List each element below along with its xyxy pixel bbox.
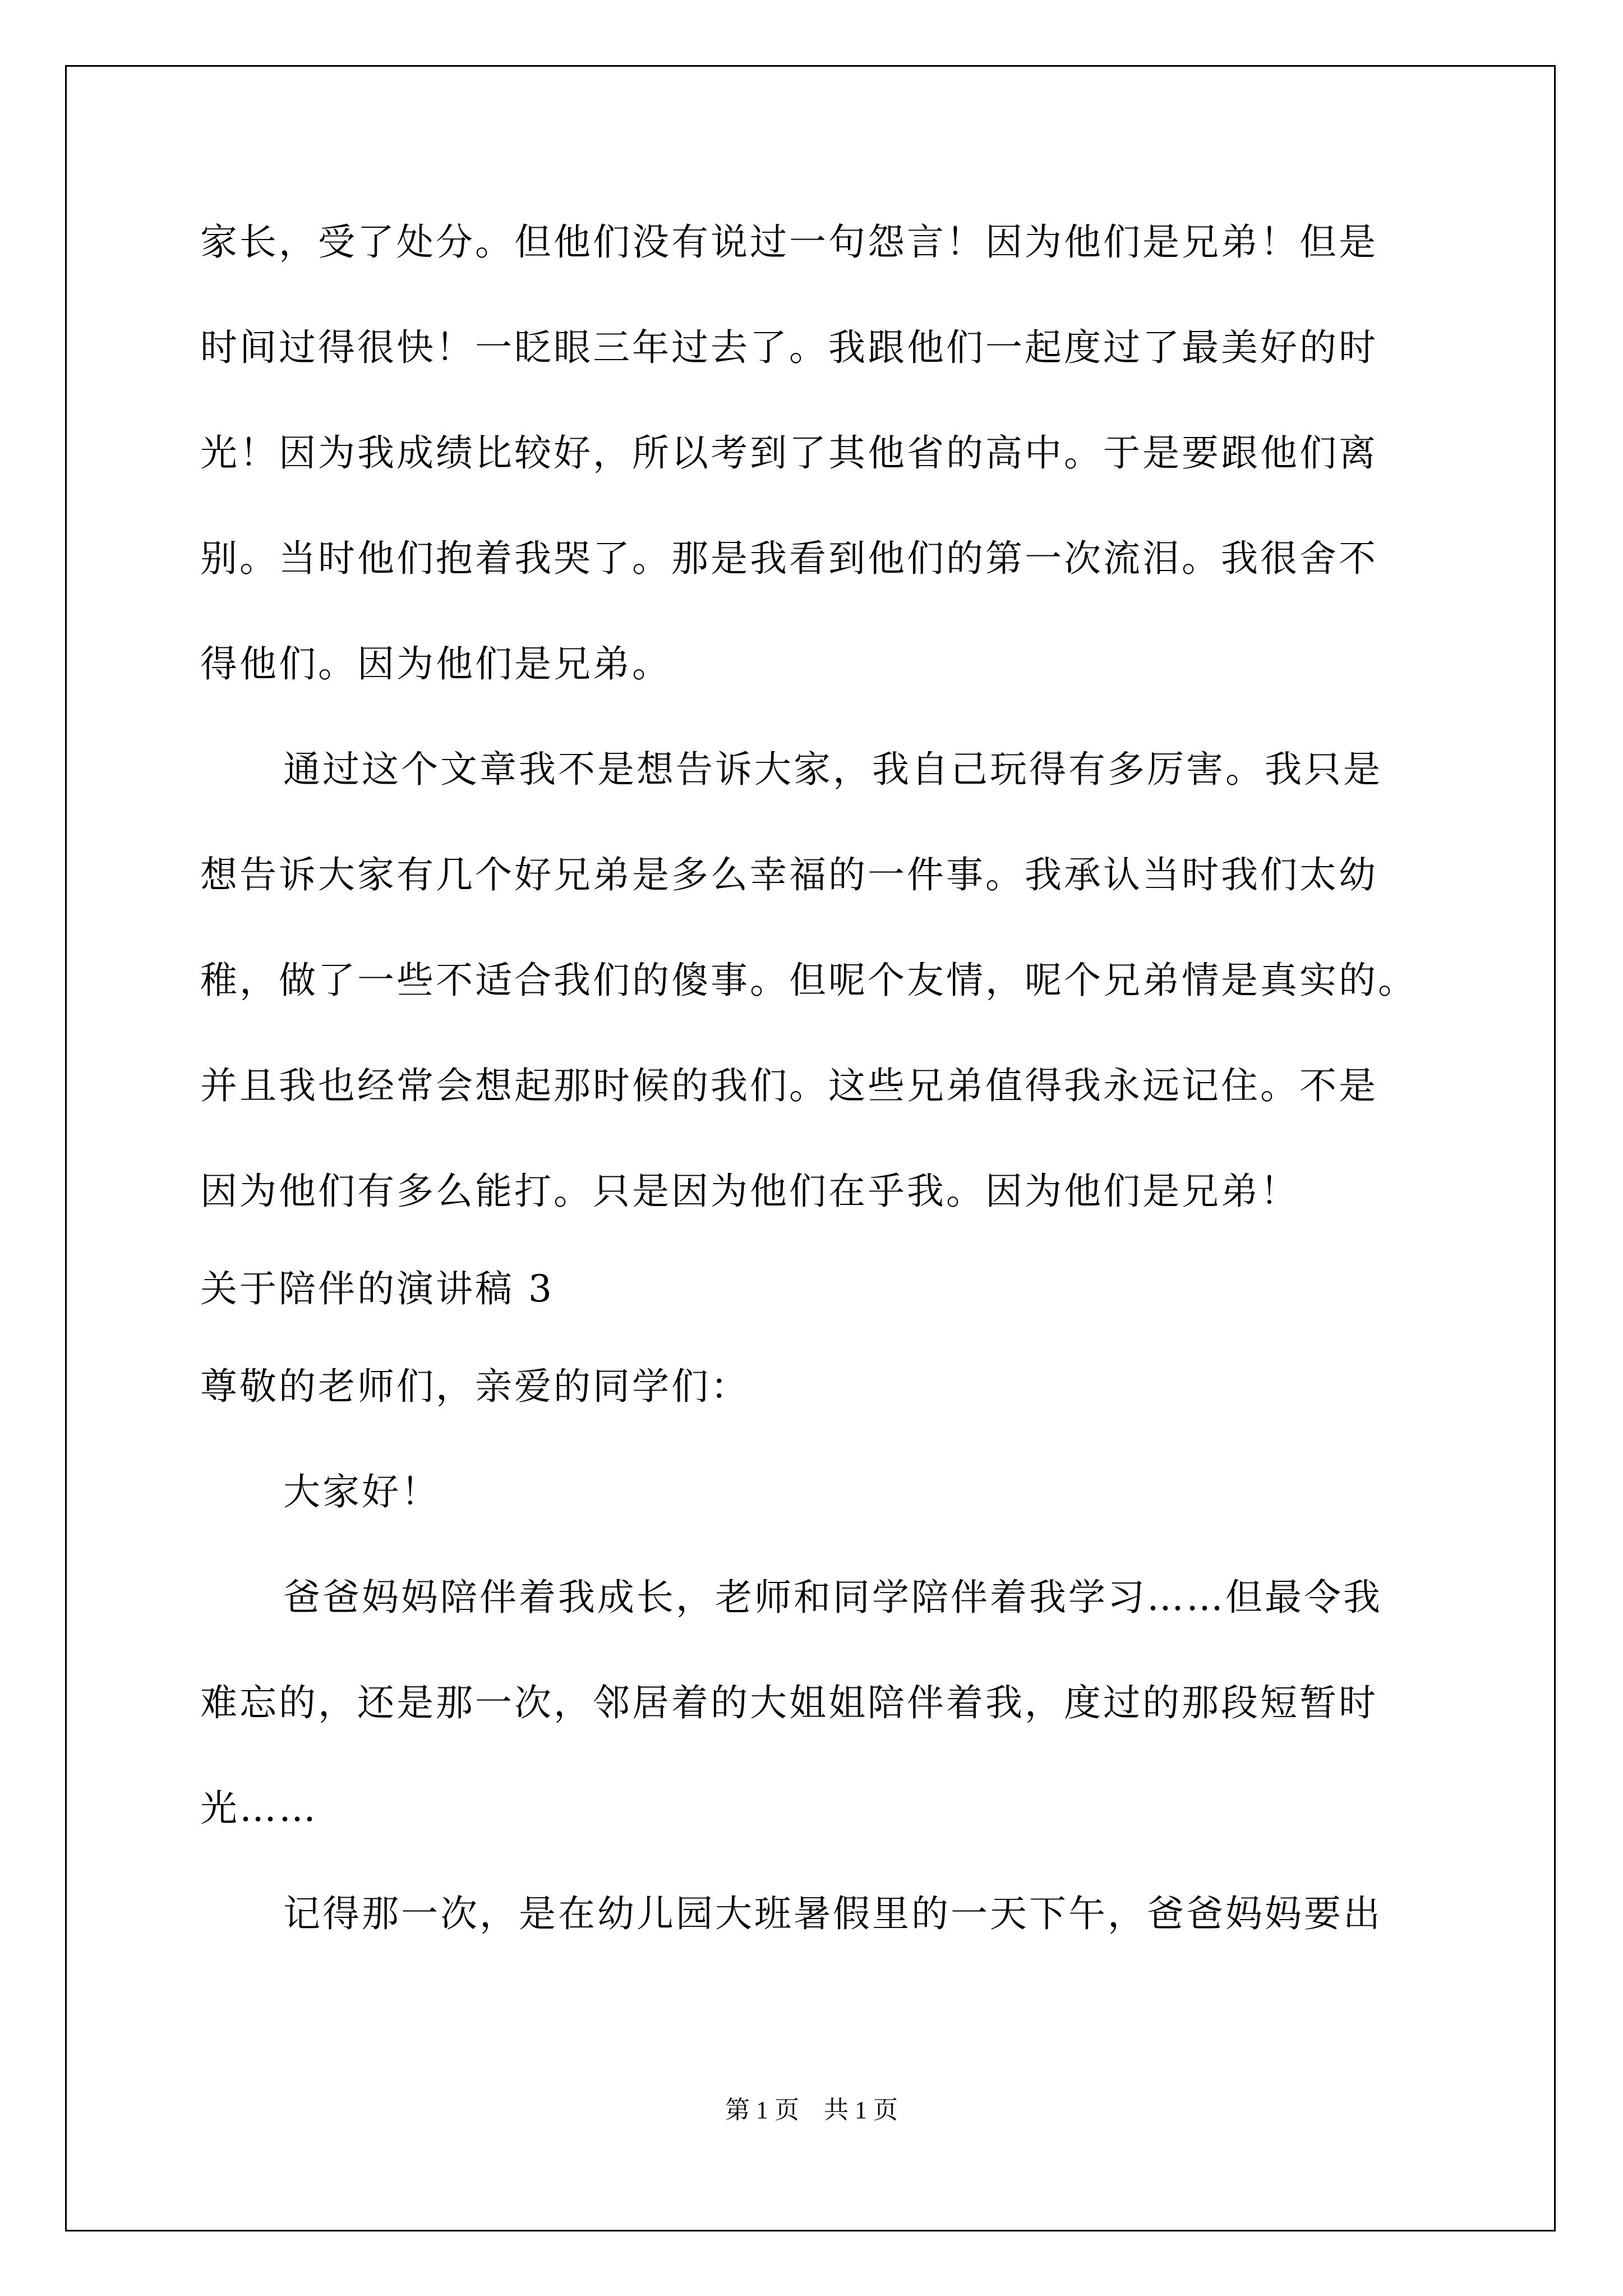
text-line: 通过这个文章我不是想告诉大家，我自己玩得有多厉害。我只是 <box>283 748 1382 791</box>
text-line: 家长，受了处分。但他们没有说过一句怨言！因为他们是兄弟！但是 <box>200 220 1378 264</box>
text-line: 因为他们有多么能打。只是因为他们在乎我。因为他们是兄弟！ <box>200 1170 1299 1213</box>
greeting: 大家好！ <box>283 1470 440 1513</box>
text-line: 光…… <box>200 1787 318 1830</box>
text-line: 稚，做了一些不适合我们的傻事。但呢个友情，呢个兄弟情是真实的。 <box>200 959 1417 1002</box>
text-line: 别。当时他们抱着我哭了。那是我看到他们的第一次流泪。我很舍不 <box>200 537 1378 580</box>
text-line: 光！因为我成绩比较好，所以考到了其他省的高中。于是要跟他们离 <box>200 431 1378 475</box>
text-line: 时间过得很快！一眨眼三年过去了。我跟他们一起度过了最美好的时 <box>200 326 1378 369</box>
text-line: 记得那一次，是在幼儿园大班暑假里的一天下午，爸爸妈妈要出 <box>283 1892 1382 1935</box>
text-line: 想告诉大家有几个好兄弟是多么幸福的一件事。我承认当时我们太幼 <box>200 853 1378 896</box>
page-number-footer: 第 1 页 共 1 页 <box>725 2096 898 2124</box>
text-line: 难忘的，还是那一次，邻居着的大姐姐陪伴着我，度过的那段短暂时 <box>200 1681 1378 1724</box>
salutation: 尊敬的老师们，亲爱的同学们： <box>200 1365 750 1408</box>
text-line: 并且我也经常会想起那时候的我们。这些兄弟值得我永远记住。不是 <box>200 1064 1378 1107</box>
section-heading: 关于陪伴的演讲稿 3 <box>200 1267 554 1310</box>
text-line: 爸爸妈妈陪伴着我成长，老师和同学陪伴着我学习……但最令我 <box>283 1576 1382 1619</box>
text-line: 得他们。因为他们是兄弟。 <box>200 642 671 685</box>
